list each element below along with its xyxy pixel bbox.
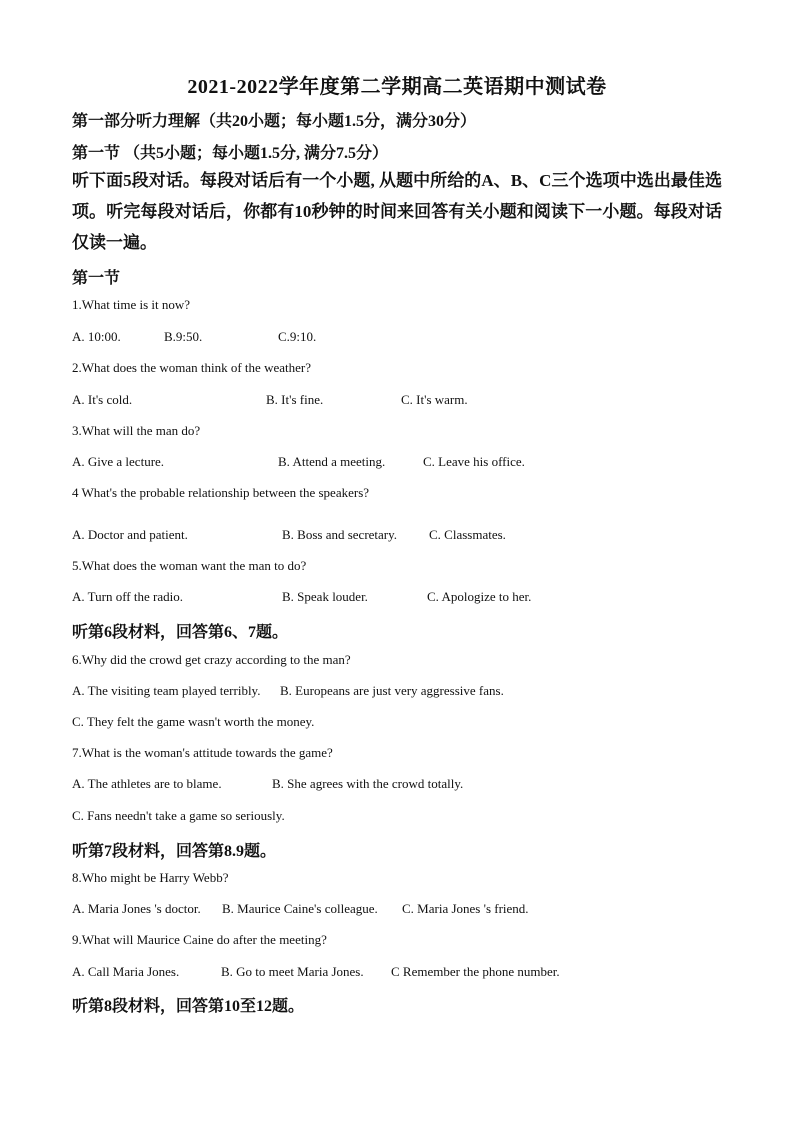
question-9: 9.What will Maurice Caine do after the meeting? bbox=[72, 932, 327, 947]
question-2: 2.What does the woman think of the weather? bbox=[72, 360, 311, 375]
section-label: 第一节 bbox=[72, 270, 121, 287]
exam-title: 2021-2022学年度第二学期高二英语期中测试卷 bbox=[187, 76, 607, 98]
question-1-option-a: A. 10:00. bbox=[72, 329, 121, 344]
question-6-option-b: B. Europeans are just very aggressive fans. bbox=[280, 683, 504, 698]
question-2-option-b: B. It's fine. bbox=[266, 392, 324, 407]
question-3-option-a: A. Give a lecture. bbox=[72, 454, 165, 469]
question-5-option-b: B. Speak louder. bbox=[282, 589, 368, 604]
question-4-option-a: A. Doctor and patient. bbox=[72, 527, 188, 542]
question-6: 6.Why did the crowd get crazy according to the man? bbox=[72, 652, 351, 667]
question-1-option-b: B.9:50. bbox=[164, 329, 203, 344]
part-one-header: 第一部分听力理解（共20小题；每小题1.5分，满分30分） bbox=[72, 113, 477, 130]
question-8-option-c: C. Maria Jones 's friend. bbox=[402, 901, 529, 916]
question-8: 8.Who might be Harry Webb? bbox=[72, 870, 229, 885]
question-4: 4 What's the probable relationship between the speakers? bbox=[72, 485, 370, 500]
question-3-option-c: C. Leave his office. bbox=[423, 454, 525, 469]
material-7-header: 听第7段材料，回答第8.9题。 bbox=[72, 843, 277, 860]
question-1: 1.What time is it now? bbox=[72, 297, 191, 312]
question-9-option-c: C Remember the phone number. bbox=[391, 964, 560, 979]
question-3-option-b: B. Attend a meeting. bbox=[278, 454, 386, 469]
section-one-header: 第一节 （共5小题；每小题1.5分, 满分7.5分） bbox=[72, 145, 389, 162]
question-9-option-b: B. Go to meet Maria Jones. bbox=[221, 964, 364, 979]
question-5-option-a: A. Turn off the radio. bbox=[72, 589, 183, 604]
question-8-option-a: A. Maria Jones 's doctor. bbox=[72, 901, 201, 916]
question-4-option-c: C. Classmates. bbox=[429, 527, 506, 542]
question-6-option-a: A. The visiting team played terribly. bbox=[72, 683, 261, 698]
question-2-option-c: C. It's warm. bbox=[401, 392, 468, 407]
material-8-header: 听第8段材料，回答第10至12题。 bbox=[72, 998, 305, 1015]
question-3: 3.What will the man do? bbox=[72, 423, 201, 438]
question-7-option-a: A. The athletes are to blame. bbox=[72, 776, 222, 791]
question-4-option-b: B. Boss and secretary. bbox=[282, 527, 398, 542]
instructions-paragraph: 听下面5段对话。每段对话后有一个小题, 从题中所给的A、B、C三个选项中选出最佳选项。听完每段对话后，你都有10秒钟的时间来回答有关小题和阅读下一小题。每段对话仅读一遍。 bbox=[72, 171, 722, 252]
question-8-option-b: B. Maurice Caine's colleague. bbox=[222, 901, 378, 916]
question-5-option-c: C. Apologize to her. bbox=[427, 589, 532, 604]
question-5: 5.What does the woman want the man to do? bbox=[72, 558, 307, 573]
question-2-option-a: A. It's cold. bbox=[72, 392, 133, 407]
question-7-option-b: B. She agrees with the crowd totally. bbox=[272, 776, 464, 791]
question-1-option-c: C.9:10. bbox=[278, 329, 317, 344]
question-7-option-c: C. Fans needn't take a game so seriously. bbox=[72, 808, 285, 823]
question-9-option-a: A. Call Maria Jones. bbox=[72, 964, 180, 979]
material-6-header: 听第6段材料，回答第6、7题。 bbox=[72, 624, 289, 641]
question-7: 7.What is the woman's attitude towards the game? bbox=[72, 745, 333, 760]
question-6-option-c: C. They felt the game wasn't worth the money. bbox=[72, 714, 315, 729]
